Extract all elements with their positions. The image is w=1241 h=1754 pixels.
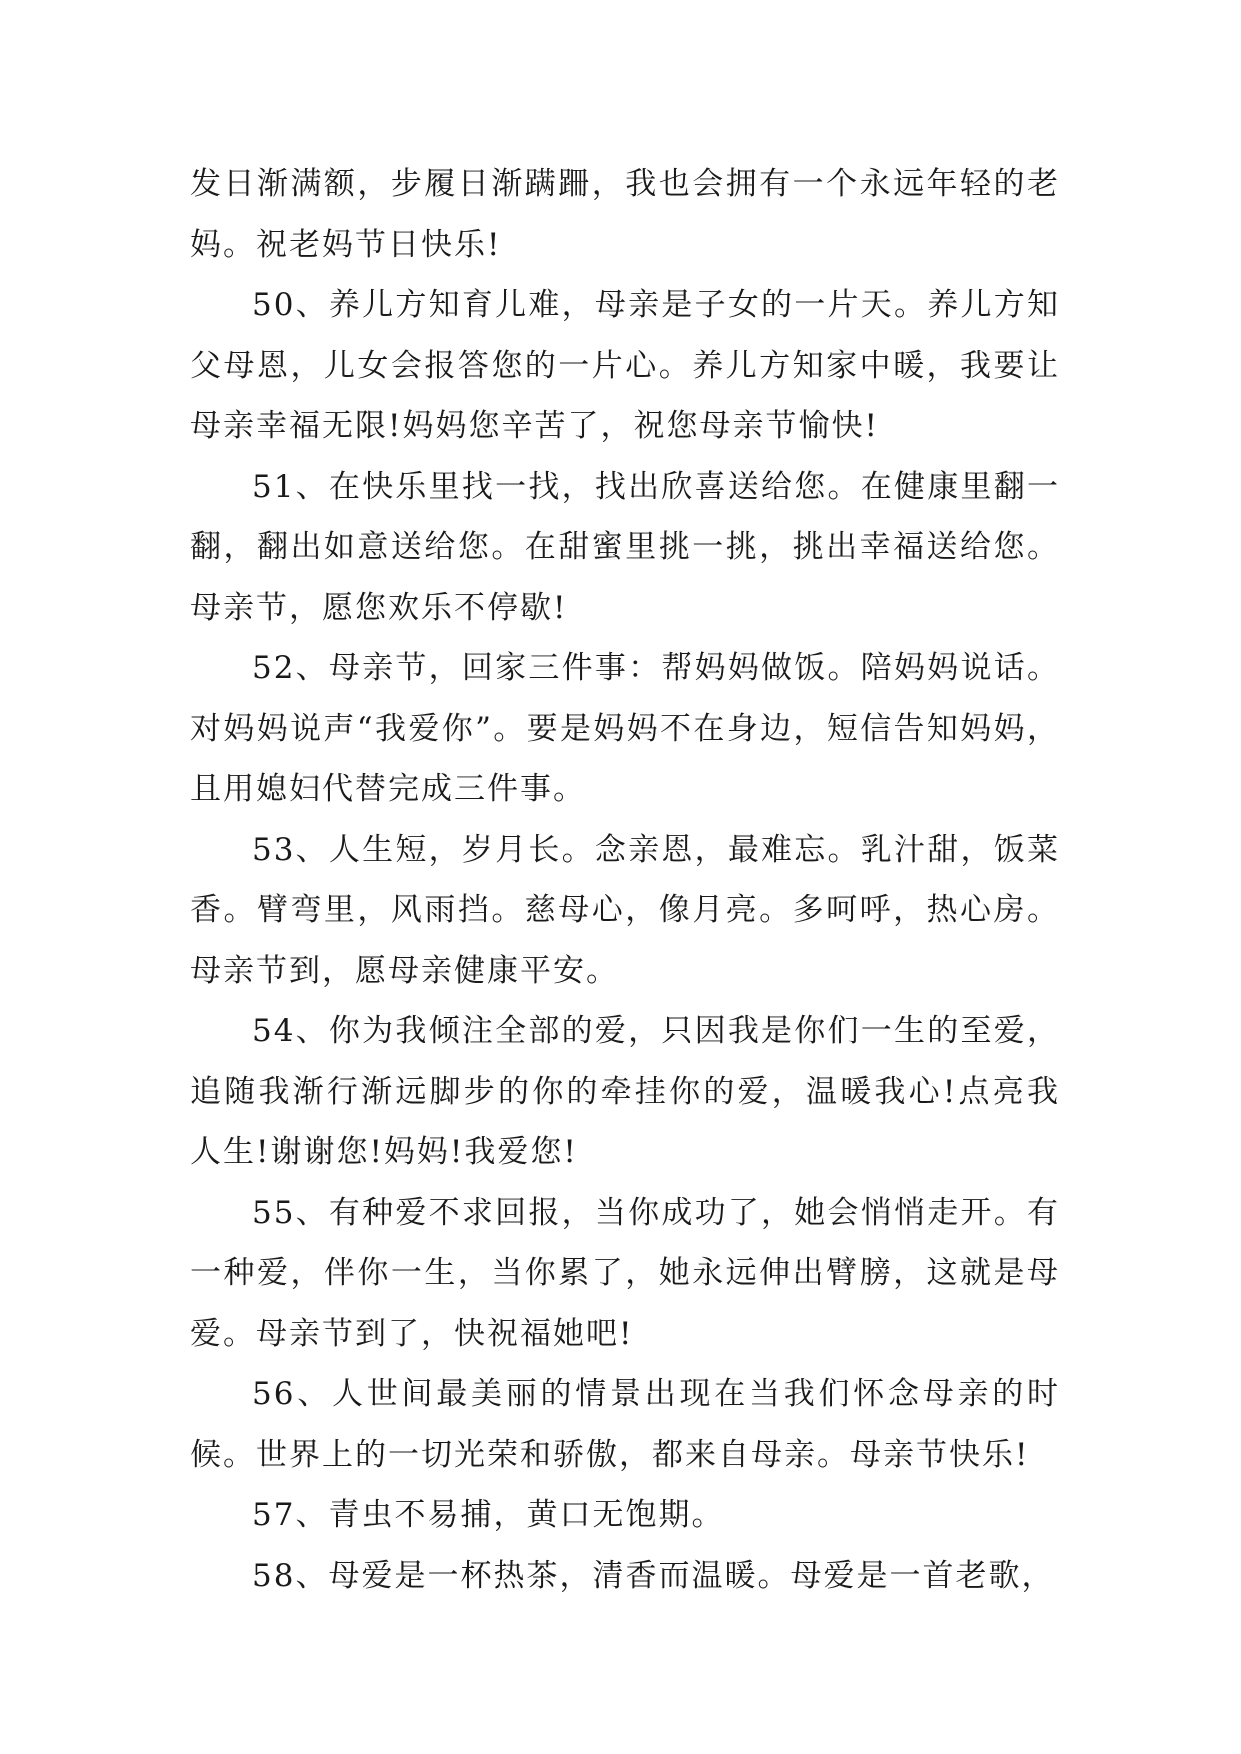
paragraph-54: 54、你为我倾注全部的爱，只因我是你们一生的至爱，追随我渐行渐远脚步的你的牵挂你的爱，温暖我心!点亮我人生!谢谢您!妈妈!我爱您! — [190, 1013, 1060, 1170]
paragraph-56: 56、人世间最美丽的情景出现在当我们怀念母亲的时候。世界上的一切光荣和骄傲，都来自母亲。母亲节快乐! — [190, 1376, 1060, 1473]
paragraph-53: 53、人生短，岁月长。念亲恩，最难忘。乳汁甜，饭菜香。臂弯里，风雨挡。慈母心，像月亮。多呵呼，热心房。母亲节到，愿母亲健康平安。 — [190, 831, 1060, 989]
document-body — [190, 154, 1060, 1606]
paragraph-55: 55、有种爱不求回报，当你成功了，她会悄悄走开。有一种爱，伴你一生，当你累了，她永远伸出臂膀，这就是母爱。母亲节到了，快祝福她吧! — [190, 1194, 1060, 1352]
paragraph-57: 57、青虫不易捕，黄口无饱期。 — [252, 1497, 725, 1533]
paragraph-52: 52、母亲节，回家三件事：帮妈妈做饭。陪妈妈说话。对妈妈说声“我爱你”。要是妈妈不在身边，短信告知妈妈，且用媳妇代替完成三件事。 — [190, 650, 1060, 807]
paragraph-58: 58、母爱是一杯热茶，清香而温暖。母爱是一首老歌， — [252, 1557, 1055, 1594]
paragraph-50: 50、养儿方知育儿难，母亲是子女的一片天。养儿方知父母恩，儿女会报答您的一片心。养儿方知家中暖，我要让母亲幸福无限!妈妈您辛苦了，祝您母亲节愉快! — [190, 287, 1060, 444]
paragraph-continuation: 发日渐满额，步履日渐蹒跚，我也会拥有一个永远年轻的老妈。祝老妈节日快乐! — [190, 166, 1060, 263]
paragraph-51: 51、在快乐里找一找，找出欣喜送给您。在健康里翻一翻，翻出如意送给您。在甜蜜里挑一挑，挑出幸福送给您。母亲节，愿您欢乐不停歇! — [190, 468, 1060, 626]
